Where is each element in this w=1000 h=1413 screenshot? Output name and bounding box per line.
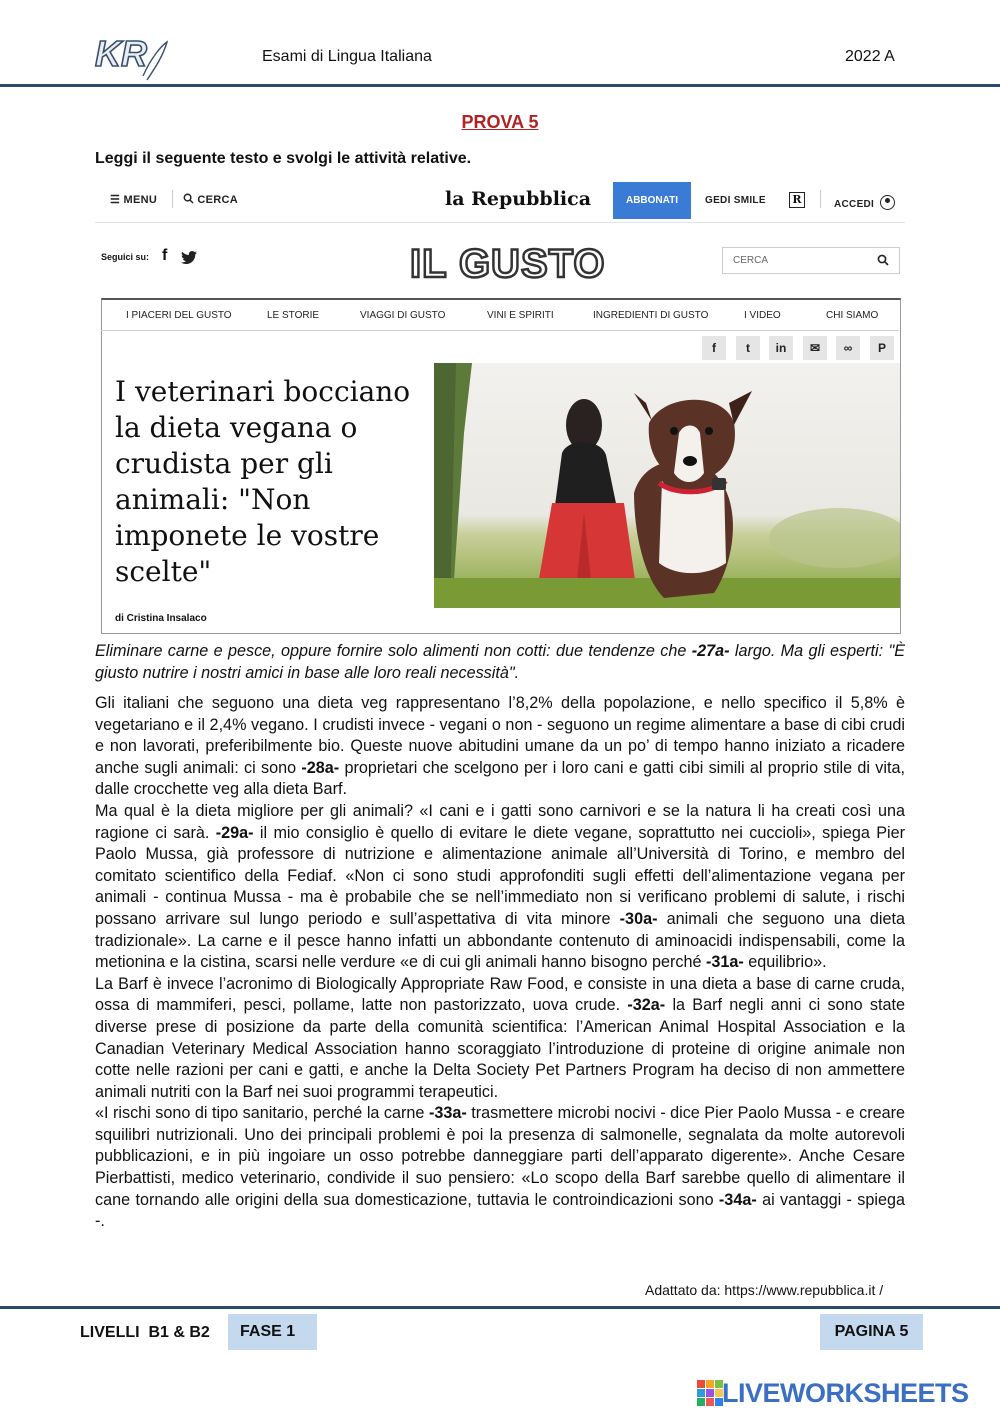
gap-28a[interactable]: -28a- xyxy=(301,758,340,777)
divider xyxy=(172,190,173,208)
article-byline: di Cristina Insalaco xyxy=(115,613,207,624)
footer-levels: LIVELLI B1 & B2 xyxy=(80,1324,210,1341)
site-logo: la Repubblica xyxy=(445,188,592,210)
paragraph: Gli italiani che seguono una dieta veg rappresentano l’8,2% della popolazione, e nello specifico il 5,8% è vegetariano e il 2,4% vegano. I crudisti invece - vegani o non - seguono un regime alimentare a base di cibi crudi e non lavorati, preferibilmente bio. Queste nuove abitudini umane da un po’ di tempo hanno iniziato a ricadere anche sugli animali: ci sono -28a- proprietari che scelgono per i loro cani e gatti cibi simili al proprio stile di vita, dalle crocchette veg alla dieta Barf. xyxy=(95,694,905,799)
menu-button: ☰ MENU xyxy=(110,194,158,206)
divider xyxy=(101,330,899,331)
header-divider xyxy=(0,84,1000,87)
nav-item: INGREDIENTI DI GUSTO xyxy=(593,310,709,321)
article-lead: Eliminare carne e pesce, oppure fornire solo alimenti non cotti: due tendenze che -27a- largo. Ma gli esperti: "È giusto nutrire i nostri amici in base alle loro reali necessità". xyxy=(95,642,906,682)
header-title: Esami di Lingua Italiana xyxy=(262,48,432,65)
gap-33a[interactable]: -33a- xyxy=(428,1104,467,1123)
article-photo xyxy=(434,363,900,608)
nav-item: I PIACERI DEL GUSTO xyxy=(126,310,232,321)
nav-item: VIAGGI DI GUSTO xyxy=(360,310,446,321)
brand-logo: IL GUSTO xyxy=(410,242,606,286)
pinterest-icon: P xyxy=(870,336,894,360)
paragraph: «I rischi sono di tipo sanitario, perché la carne -33a- trasmettere microbi nocivi - dice Pier Paolo Mussa - e creare squilibri nutrizionali. Uno dei principali problemi è poi la presenza di salmonelle, segnalata da molte autorevoli pubblicazioni, e in più ingoiare un osso potrebbe danneggiare parti dell’apparato digerente». Anche Cesare Pierbattisti, medico veterinario, condivide il suo pensiero: «Lo scopo della Barf sarebbe quello di alimentare il cane tornando alle origini della sua domesticazione, tuttavia le controindicazioni sono -34a- ai vantaggi - spiega -. xyxy=(95,1104,905,1231)
nav-item: I VIDEO xyxy=(744,310,781,321)
gap-32a[interactable]: -32a- xyxy=(627,996,666,1015)
article-screenshot xyxy=(95,176,905,631)
subscribe-button: ABBONATI xyxy=(613,182,691,219)
menu-icon: ☰ xyxy=(110,194,124,206)
gap-31a[interactable]: -31a- xyxy=(705,953,744,972)
gap-34a[interactable]: -34a- xyxy=(718,1190,757,1209)
svg-text:KR: KR xyxy=(95,33,147,74)
source-note: Adattato da: https://www.repubblica.it / xyxy=(645,1282,884,1298)
header-year: 2022 A xyxy=(845,48,895,65)
gap-29a[interactable]: -29a- xyxy=(215,823,254,842)
linkedin-icon: in xyxy=(769,336,793,360)
nav-item: CHI SIAMO xyxy=(826,310,879,321)
divider xyxy=(820,190,821,208)
mail-icon: ✉ xyxy=(803,336,827,360)
search-icon xyxy=(877,254,889,266)
paragraph: Ma qual è la dieta migliore per gli animali? «I cani e i gatti sono carnivori e se la natura li ha creati così una ragione ci sarà. -29a- il mio consiglio è quello di evitare le diete vegane, soprattutto nei cuccioli», spiega Pier Paolo Mussa, già professore di nutrizione e alimentazione animale all’Università di Torino, e membro del comitato scientifico della Fediaf. «Non ci sono studi approfonditi sugli effetti dell’alimentazione vegana per animali - continua Mussa - ma è probabile che se nell’immediato non si verificano problemi di salute, i rischi possano arrivare sul lungo periodo e sull’aspettativa di vita minore -30a- animali che seguono una dieta tradizionale». La carne e il pesce hanno infatti un abbondante contenuto di aminoacidi indispensabili, come la metionina e la cistina, scarsi nelle verdure «e di cui gli animali hanno bisogno perché -31a- equilibrio». xyxy=(95,801,905,972)
nav-item: VINI E SPIRITI xyxy=(487,310,554,321)
gap-27a[interactable]: -27a- xyxy=(691,642,730,660)
twitter-icon: t xyxy=(736,336,760,360)
instruction: Leggi il seguente testo e svolgi le attività relative. xyxy=(95,150,472,167)
gap-30a[interactable]: -30a- xyxy=(619,909,658,928)
search-icon xyxy=(183,193,194,204)
article-headline: I veterinari bocciano la dieta vegana o crudista per gli animali: "Non imponete le vostre scelte" xyxy=(115,375,411,588)
search-button: CERCA xyxy=(183,193,238,206)
facebook-icon: f xyxy=(162,247,168,264)
footer-phase: FASE 1 xyxy=(228,1314,317,1350)
twitter-icon xyxy=(181,251,197,264)
user-icon xyxy=(880,195,895,210)
r-badge: R xyxy=(789,192,805,208)
link-icon: ∞ xyxy=(836,336,860,360)
search-input: CERCA xyxy=(722,247,900,274)
footer-divider xyxy=(0,1306,1000,1309)
nav-item: LE STORIE xyxy=(267,310,320,321)
gedi-smile-link: GEDI SMILE xyxy=(705,195,766,206)
facebook-icon: f xyxy=(702,336,726,360)
article-body xyxy=(95,693,905,1233)
footer-page: PAGINA 5 xyxy=(820,1314,923,1350)
login-button: ACCEDI xyxy=(834,195,895,210)
follow-label: Seguici su: xyxy=(101,252,150,262)
section-title: PROVA 5 xyxy=(461,112,539,132)
liveworksheets-wordmark: LIVEWORKSHEETS xyxy=(722,1378,969,1408)
kr-logo xyxy=(93,28,173,84)
paragraph: La Barf è invece l’acronimo di Biologically Appropriate Raw Food, e consiste in una dieta a base di carne cruda, ossa di mammiferi, pesci, pollame, latte non pastorizzato, uova crude. -32a- la Barf negli anni ci sono state diverse prese di posizione da parte della comunità scientifica: l’American Animal Hospital Association e la Canadian Veterinary Medical Association hanno scoraggiato l’introduzione di proteine di origine animale non cotte nelle razioni per cani e gatti, e anche la Delta Society Pet Partners Program ha deciso di non ammettere animali nutriti con la Barf nei suoi programmi terapeutici. xyxy=(95,974,905,1101)
